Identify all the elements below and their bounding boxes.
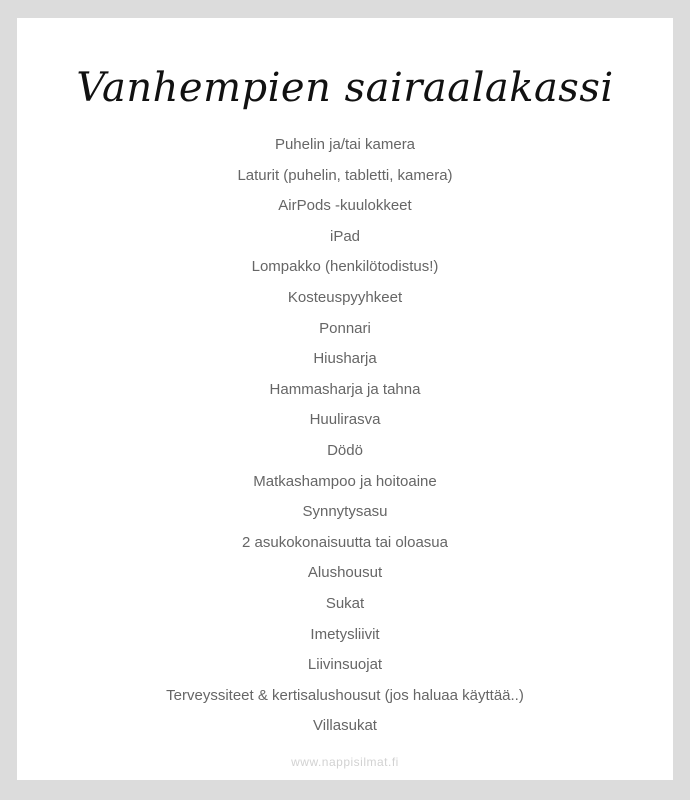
page-title: Vanhempien sairaalakassi [76,65,614,111]
list-item: Laturit (puhelin, tabletti, kamera) [237,166,453,184]
list-item: 2 asukokonaisuutta tai oloasua [242,533,448,551]
list-item: Terveyssiteet & kertisalushousut (jos haluaa käyttää..) [166,686,524,704]
list-item: Huulirasva [309,411,381,429]
list-item: AirPods -kuulokkeet [278,197,412,215]
list-item: Puhelin ja/tai kamera [274,136,416,153]
checklist-card [17,18,673,780]
list-item: Kosteuspyyhkeet [287,288,403,306]
list-item: Ponnari [319,319,371,337]
list-item: Lompakko (henkilötodistus!) [251,258,439,276]
list-item: Villasukat [313,717,377,735]
list-item: Imetysliivit [310,625,380,643]
list-item: Hammasharja ja tahna [269,380,421,398]
list-item: Hiusharja [313,350,377,368]
list-item: Liivinsuojat [307,656,383,674]
checklist [17,130,673,742]
list-item: Alushousut [307,564,383,582]
list-item: Sukat [325,594,365,612]
watermark: www.nappisilmat.fi [291,755,399,769]
list-item: Dödö [327,441,363,459]
list-item: iPad [329,227,361,245]
list-item: Synnytysasu [302,503,388,521]
list-item: Matkashampoo ja hoitoaine [253,472,437,490]
